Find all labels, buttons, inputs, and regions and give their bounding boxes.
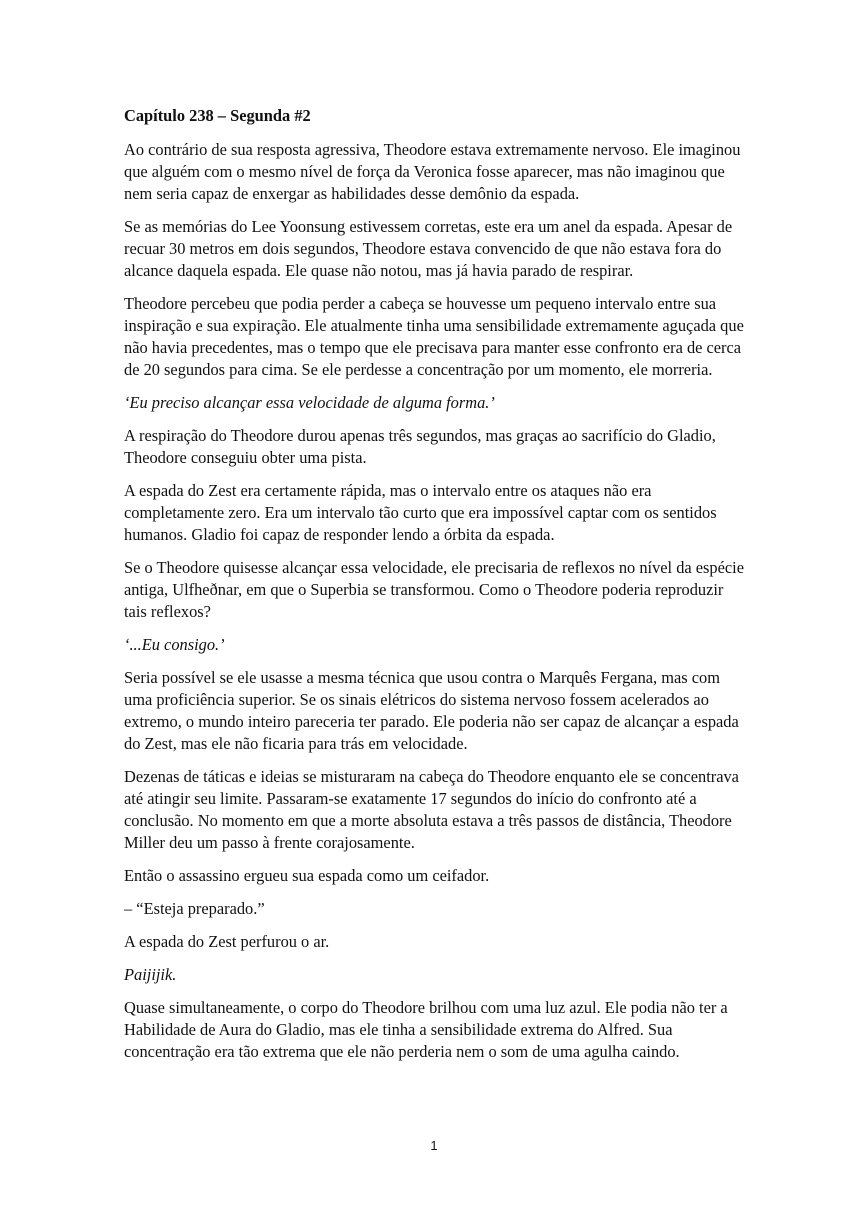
- paragraph-4-thought: ‘Eu preciso alcançar essa velocidade de alguma forma.’: [124, 393, 495, 412]
- page-number: 1: [430, 1138, 438, 1153]
- paragraph-7: Se o Theodore quisesse alcançar essa velocidade, ele precisaria de reflexos no nível da espécie antiga, Ulfheðnar, em que o Superbia se transformou. Como o Theodore poderia reproduzir tais reflexos?: [124, 558, 744, 621]
- paragraph-10: Dezenas de táticas e ideias se misturaram na cabeça do Theodore enquanto ele se concentrava até atingir seu limite. Passaram-se exatamente 17 segundos do início do confronto até a conclusão. No momento em que a morte absoluta estava a três passos de distância, Theodore Miller deu um passo à frente corajosamente.: [124, 767, 739, 852]
- paragraph-14-sound: Paijijik.: [124, 965, 177, 984]
- paragraph-6: A espada do Zest era certamente rápida, mas o intervalo entre os ataques não era completamente zero. Era um intervalo tão curto que era impossível captar com os sentidos humanos. Gladio foi capaz de responder lendo a órbita da espada.: [124, 481, 717, 544]
- paragraph-1: Ao contrário de sua resposta agressiva, Theodore estava extremamente nervoso. Ele imaginou que alguém com o mesmo nível de força da Veronica fosse aparecer, mas não imaginou que nem seria capaz de enxergar as habilidades desse demônio da espada.: [124, 140, 741, 203]
- paragraph-9: Seria possível se ele usasse a mesma técnica que usou contra o Marquês Fergana, mas com uma proficiência superior. Se os sinais elétricos do sistema nervoso fossem acelerados ao extremo, o mundo inteiro pareceria ter parado. Ele poderia não ser capaz de alcançar a espada do Zest, mas ele não ficaria para trás em velocidade.: [124, 668, 739, 753]
- paragraph-13: A espada do Zest perfurou o ar.: [124, 932, 330, 951]
- paragraph-2: Se as memórias do Lee Yoonsung estivessem corretas, este era um anel da espada. Apesar de recuar 30 metros em dois segundos, Theodore estava convencido de que não estava fora do alcance daquela espada. Ele quase não notou, mas já havia parado de respirar.: [124, 217, 733, 280]
- paragraph-8-thought: ‘...Eu consigo.’: [124, 635, 225, 654]
- paragraph-5: A respiração do Theodore durou apenas três segundos, mas graças ao sacrifício do Gladio, Theodore conseguiu obter uma pista.: [124, 426, 716, 467]
- paragraph-12-dialogue: – “Esteja preparado.”: [124, 899, 265, 918]
- paragraph-11: Então o assassino ergueu sua espada como um ceifador.: [124, 866, 490, 885]
- paragraph-15: Quase simultaneamente, o corpo do Theodore brilhou com uma luz azul. Ele podia não ter a Habilidade de Aura do Gladio, mas ele tinha a sensibilidade extrema do Alfred. Sua concentração era tão extrema que ele não perderia nem o som de uma agulha caindo.: [124, 998, 728, 1061]
- chapter-title: Capítulo 238 – Segunda #2: [124, 106, 311, 125]
- document-body: [124, 105, 750, 1074]
- paragraph-3: Theodore percebeu que podia perder a cabeça se houvesse um pequeno intervalo entre sua inspiração e sua expiração. Ele atualmente tinha uma sensibilidade extremamente aguçada que não havia precedentes, mas o tempo que ele precisava para manter esse confronto era de cerca de 20 segundos para cima. Se ele perdesse a concentração por um momento, ele morreria.: [124, 294, 744, 379]
